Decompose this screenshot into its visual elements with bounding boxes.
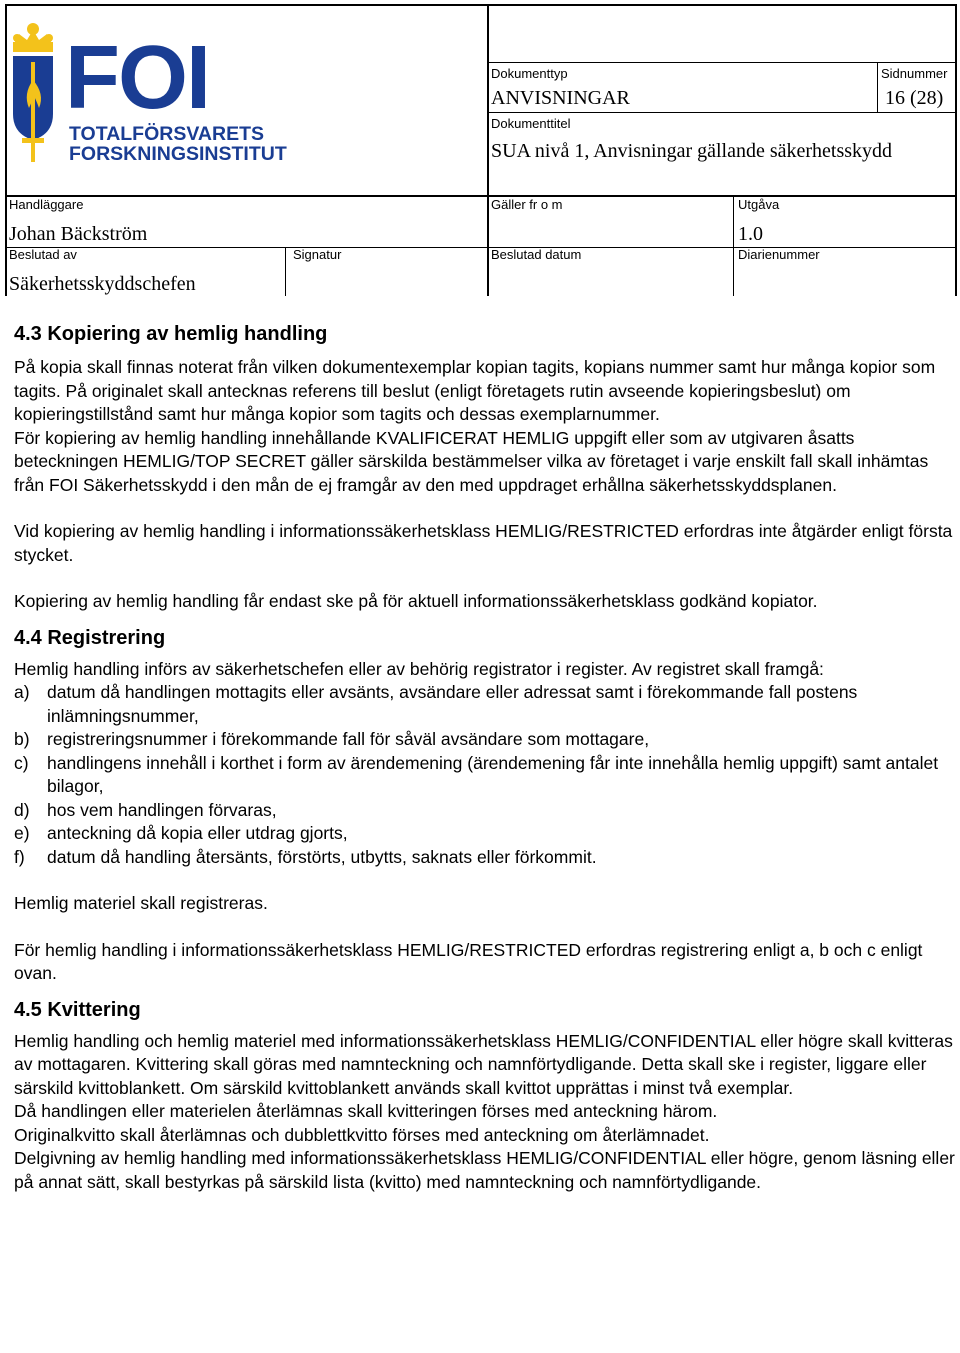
list-item-text: registreringsnummer i förekommande fall för såväl avsändare som mottagare, xyxy=(47,729,650,749)
registry-number-label: Diarienummer xyxy=(738,247,820,262)
edition-value: 1.0 xyxy=(738,223,763,245)
section-4-4-intro: Hemlig handling införs av säkerhetschefen eller av behörig registrator i register. Av registret skall framgå: xyxy=(14,658,824,679)
list-item xyxy=(14,728,956,752)
section-4-3-paragraph-4: Kopiering av hemlig handling får endast ske på för aktuell informationssäkerhetsklass godkänd kopiator. xyxy=(14,591,818,611)
header-col-divider xyxy=(487,4,489,296)
logo-letters: FOI xyxy=(65,28,209,128)
decided-date-label: Beslutad datum xyxy=(491,247,582,262)
header-col-divider-signature xyxy=(285,247,286,296)
edition-label: Utgåva xyxy=(738,197,780,212)
header-border-top xyxy=(5,4,957,6)
list-item-text: datum då handling återsänts, förstörts, utbytts, saknats eller förkommit. xyxy=(47,846,597,867)
doc-title-value: SUA nivå 1, Anvisningar gällande säkerhetsskydd xyxy=(491,140,893,162)
header-rule-1 xyxy=(487,62,957,63)
list-marker: f) xyxy=(14,846,25,867)
list-marker: e) xyxy=(14,823,30,843)
list-marker: c) xyxy=(14,752,29,773)
section-4-3-heading: 4.3 Kopiering av hemlig handling xyxy=(14,323,328,345)
decided-by-label: Beslutad av xyxy=(9,247,77,262)
section-4-5-paragraph-4: Delgivning av hemlig handling med informationssäkerhetsklass HEMLIG/CONFIDENTIAL eller högre, genom läsning eller på annat sätt, skall bestyrkas på särskild lista (kvitto) med namnteckning och namnförtydligande. xyxy=(14,1148,955,1192)
decided-by-value: Säkerhetsskyddschefen xyxy=(9,273,196,295)
foi-logo xyxy=(11,16,311,166)
section-4-3-paragraph-2: För kopiering av hemlig handling innehållande KVALIFICERAT HEMLIG uppgift eller som av utgivaren åsatts beteckningen HEMLIG/TOP SECRET gäller särskilda bestämmelser vilka av företaget i varje enskilt fall skall inhämtas från FOI Säkerhetsskydd i den mån de ej framgår av den med uppdraget erhållna säkerhetsskyddsplanen. xyxy=(14,427,929,495)
doc-type-value: ANVISNINGAR xyxy=(491,87,630,109)
logo-line-1: TOTALFÖRSVARETS xyxy=(69,123,264,145)
registration-list xyxy=(14,681,956,869)
page-number-value: 16 (28) xyxy=(885,87,944,109)
section-4-5-heading: 4.5 Kvittering xyxy=(14,998,141,1021)
list-item-text: handlingens innehåll i korthet i form av ärendemening (ärendemening får inte innehålla hemlig uppgift) samt antalet bilagor, xyxy=(47,752,939,796)
list-marker: d) xyxy=(14,799,30,820)
page-number-label: Sidnummer xyxy=(881,66,948,81)
doc-title-label: Dokumenttitel xyxy=(491,116,571,131)
doc-type-label: Dokumenttyp xyxy=(491,66,568,81)
signature-label: Signatur xyxy=(293,247,342,262)
section-4-4-heading: 4.4 Registrering xyxy=(14,626,166,649)
handler-label: Handläggare xyxy=(9,197,84,212)
list-item-text: hos vem handlingen förvaras, xyxy=(47,799,277,820)
valid-from-label: Gäller fr o m xyxy=(491,197,563,212)
header-col-divider-page xyxy=(877,62,878,112)
list-item-text: anteckning då kopia eller utdrag gjorts, xyxy=(47,823,348,843)
list-item xyxy=(14,822,956,846)
logo-line-2: FORSKNINGSINSTITUT xyxy=(69,143,287,165)
header-rule-2 xyxy=(487,112,957,113)
list-marker: b) xyxy=(14,729,30,749)
section-4-5-paragraph-3: Originalkvitto skall återlämnas och dubblettkvitto förses med anteckning om återlämnadet. xyxy=(14,1124,710,1145)
list-item xyxy=(14,799,956,823)
list-item xyxy=(14,846,956,870)
section-4-3-paragraph-3: Vid kopiering av hemlig handling i informationssäkerhetsklass HEMLIG/RESTRICTED erfordras inte åtgärder enligt första stycket. xyxy=(14,521,953,565)
handler-value: Johan Bäckström xyxy=(9,223,148,245)
header-border-right xyxy=(955,4,957,296)
header-divider xyxy=(5,195,957,197)
section-4-4-paragraph-3: För hemlig handling i informationssäkerhetsklass HEMLIG/RESTRICTED erfordras registrering enligt a, b och c enligt ovan. xyxy=(14,939,923,983)
list-item xyxy=(14,752,956,799)
document-header xyxy=(5,4,957,296)
list-item xyxy=(14,681,956,728)
document-body xyxy=(14,320,956,1194)
section-4-5-paragraph-2: Då handlingen eller materielen återlämnas skall kvitteringen förses med anteckning härom. xyxy=(14,1101,718,1121)
section-4-4-paragraph-2: Hemlig materiel skall registreras. xyxy=(14,893,268,913)
list-item-text: datum då handlingen mottagits eller avsänts, avsändare eller adressat samt i förekommande fall postens inlämningsnummer, xyxy=(47,682,858,726)
header-border-left xyxy=(5,4,7,296)
header-col-divider-edition xyxy=(733,195,734,296)
section-4-3-paragraph-1: På kopia skall finnas noterat från vilken dokumentexemplar kopian tagits, kopians nummer samt hur många kopior som tagits. På originalet skall antecknas referens till beslut (enligt företagets rutin avseende kopieringsbeslut) om kopieringstillstånd samt hur många kopior som tagits och dessas exemplarnummer. xyxy=(14,357,936,424)
section-4-5-paragraph-1: Hemlig handling och hemlig materiel med informationssäkerhetsklass HEMLIG/CONFIDENTIAL eller högre skall kvitteras av mottagaren. Kvittering skall göras med namnteckning och namnförtydligande. Detta skall ske i register, liggare eller särskild kvittoblankett. Om särskild kvittoblankett används skall kvittot upprättas i minst två exemplar. xyxy=(14,1030,953,1098)
list-marker: a) xyxy=(14,682,30,702)
